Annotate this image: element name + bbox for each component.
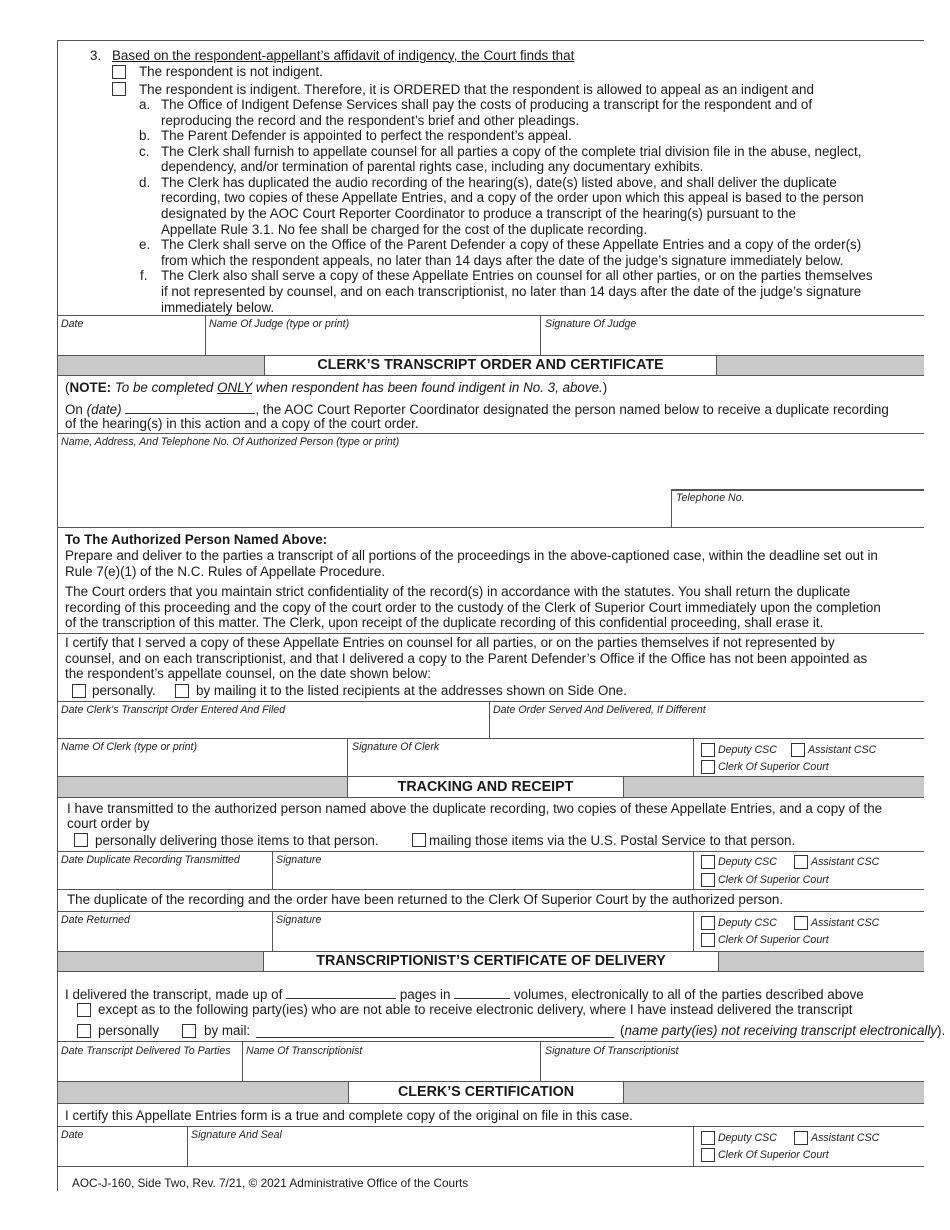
deputy-csc-checkbox[interactable] [701, 855, 715, 869]
deputy-csc-label: Deputy CSC [718, 856, 777, 868]
assistant-csc-label: Assistant CSC [811, 917, 880, 929]
volumes-text: volumes, electronically to all of the parties described above [513, 987, 864, 1002]
name-party-note: (name party(ies) not receiving transcript electronically). [620, 1023, 946, 1038]
telephone-field[interactable] [672, 504, 922, 525]
returned-text: The duplicate of the recording and the order have been returned to the Clerk Of Superior Court by the authorized person. [67, 892, 784, 907]
item-number: 3. [90, 48, 102, 63]
transcriptionist-header [58, 951, 924, 972]
transmitted-line-1: I have transmitted to the authorized person named above the duplicate recording, two copies of these Appellate Entries, and a copy of the [67, 801, 883, 816]
clerk-superior-court-label: Clerk Of Superior Court [718, 934, 829, 946]
served-by-mailing-checkbox[interactable] [175, 684, 189, 698]
court-orders-line-3: of the transcription of this matter. The Clerk, upon receipt of the duplicate recording of this confidential proceeding, shall erase it. [65, 615, 824, 630]
deputy-csc-label: Deputy CSC [718, 744, 777, 756]
personally-delivering-checkbox[interactable] [74, 833, 88, 847]
list-line: if not represented by counsel, and on each transcriptionist, no later than 14 days after the date of the judge’s signature [161, 283, 862, 299]
signature-seal-label: Signature And Seal [191, 1129, 282, 1141]
deputy-csc-label: Deputy CSC [718, 1132, 777, 1144]
item3-intro: Based on the respondent-appellant’s affidavit of indigency, the Court finds that [112, 48, 575, 63]
transmitted-signature-label: Signature [276, 854, 322, 866]
judge-date-field[interactable] [58, 331, 204, 353]
delivered-text: I delivered the transcript, made up of [65, 987, 283, 1002]
date-transmitted-field[interactable] [58, 867, 271, 888]
mail-parties-field[interactable] [256, 1023, 614, 1038]
list-line: The Office of Indigent Defense Services shall pay the costs of producing a transcript for the respondent and of [161, 97, 813, 112]
appellate-entries-form [57, 40, 946, 1191]
assistant-csc-label: Assistant CSC [811, 856, 880, 868]
signature-seal-field[interactable] [188, 1142, 692, 1164]
note-text: when respondent has been found indigent in No. 3, above. [252, 380, 603, 395]
transmitted-signature-field[interactable] [273, 867, 692, 888]
assistant-csc-checkbox[interactable] [791, 743, 805, 757]
judge-date-label: Date [61, 318, 84, 330]
clerks-certification-header [58, 1081, 924, 1104]
not-indigent-text: The respondent is not indigent. [139, 64, 323, 79]
certify-line-3: the respondent’s appellate counsel, on the date shown below: [65, 666, 432, 681]
list-line: recording, two copies of these Appellate Entries, and a copy of the order upon which this appeal is based to the person [161, 190, 864, 206]
indigent-text: The respondent is indigent. Therefore, it is ORDERED that the respondent is allowed to appeal as an indigent and [139, 82, 814, 97]
except-text: except as to the following party(ies) who are not able to receive electronic delivery, where I have instead delivered the transcript [98, 1002, 853, 1017]
mailing-checkbox[interactable] [412, 833, 426, 847]
date-returned-label: Date Returned [61, 914, 130, 926]
section-title: CLERK’S TRANSCRIPT ORDER AND CERTIFICATE [264, 356, 717, 375]
list-line: designated by the AOC Court Reporter Coordinator to produce a transcript of the hearing(s) pursuant to the [161, 205, 796, 221]
list-line: Appellate Rule 3.1. No fee shall be charged for the cost of the duplicate recording. [161, 221, 648, 237]
court-orders-line-2: recording of this proceeding and the copy of the court order to the custody of the Clerk of Superior Court immediately upon the completion [65, 600, 881, 615]
delivered-by-mail-checkbox[interactable] [182, 1024, 196, 1038]
section-title: CLERK’S CERTIFICATION [348, 1082, 624, 1103]
telephone-label: Telephone No. [676, 492, 745, 504]
designation-text: , the AOC Court Reporter Coordinator designated the person named below to receive a duplicate recording [255, 402, 889, 417]
list-line: dependency, and/or termination of parental rights case, including any documentary exhibits. [161, 159, 704, 175]
date-delivered-field[interactable] [58, 1058, 241, 1080]
cert-date-field[interactable] [58, 1142, 186, 1164]
deputy-csc-checkbox[interactable] [701, 743, 715, 757]
date-entered-label: Date Clerk’s Transcript Order Entered And Filed [61, 704, 286, 716]
cert-date-label: Date [61, 1129, 84, 1141]
designation-line-2: of the hearing(s) in this action and a copy of the court order. [65, 416, 419, 431]
note-label: NOTE: [69, 380, 112, 395]
pages-field[interactable] [286, 986, 396, 999]
date-hint: (date) [86, 402, 122, 417]
volumes-field[interactable] [454, 986, 510, 999]
authorized-person-heading: To The Authorized Person Named Above: [65, 532, 328, 547]
list-line: immediately below. [161, 299, 275, 315]
name-party-note-text: name party(ies) not receiving transcript electronically [624, 1023, 938, 1038]
judge-name-label: Name Of Judge (type or print) [209, 318, 350, 330]
judge-signature-label: Signature Of Judge [545, 318, 637, 330]
except-checkbox[interactable] [77, 1003, 91, 1017]
list-letter: b. [139, 128, 151, 143]
returned-signature-field[interactable] [273, 927, 692, 949]
list-line: reproducing the record and the respondent’s brief and other pleadings. [161, 112, 580, 128]
certify-line-1: I certify that I served a copy of these Appellate Entries on counsel for all parties, or on the parties themselves if not represented by [65, 635, 835, 650]
list-line: The Clerk has duplicated the audio recording of the hearing(s), date(s) listed above, and shall deliver the duplicate [161, 174, 837, 190]
authorized-person-field[interactable] [58, 449, 670, 525]
certification-text: I certify this Appellate Entries form is a true and complete copy of the original on file in this case. [65, 1108, 633, 1123]
delivered-personally-checkbox[interactable] [77, 1024, 91, 1038]
transcriptionist-name-label: Name Of Transcriptionist [246, 1045, 363, 1057]
prepare-line-2: Rule 7(e)(1) of the N.C. Rules of Appellate Procedure. [65, 564, 386, 579]
assistant-csc-label: Assistant CSC [808, 744, 877, 756]
clerk-superior-court-checkbox[interactable] [701, 1148, 715, 1162]
list-line: The Clerk shall furnish to appellate counsel for all parties a copy of the complete trial division file in the abuse, neglect, [161, 143, 862, 159]
deputy-csc-label: Deputy CSC [718, 917, 777, 929]
list-line: The Parent Defender is appointed to perfect the respondent’s appeal. [161, 128, 572, 143]
date-delivered-label: Date Transcript Delivered To Parties [61, 1045, 231, 1057]
transcript-note: (NOTE: To be completed ONLY when respondent has been found indigent in No. 3, above.) [65, 380, 608, 395]
transcriptionist-name-field[interactable] [243, 1058, 539, 1080]
indigent-checkbox[interactable] [112, 82, 126, 96]
clerk-signature-label: Signature Of Clerk [352, 741, 440, 753]
date-returned-field[interactable] [58, 927, 271, 949]
section-title: TRACKING AND RECEIPT [347, 777, 624, 797]
transcriptionist-signature-field[interactable] [541, 1058, 921, 1080]
tracking-header [58, 776, 924, 798]
on-text: On [65, 402, 83, 417]
assistant-csc-checkbox[interactable] [794, 1131, 808, 1145]
judge-signature-field[interactable] [541, 331, 921, 353]
clerk-superior-court-label: Clerk Of Superior Court [718, 874, 829, 886]
list-line: from which the respondent appeals, no later than 14 days after the date of the judge’s signature immediately below. [161, 252, 844, 268]
returned-signature-label: Signature [276, 914, 322, 926]
list-letter: a. [139, 97, 151, 112]
clerk-superior-court-checkbox[interactable] [701, 873, 715, 887]
deputy-csc-checkbox[interactable] [701, 1131, 715, 1145]
list-letter: f. [140, 268, 148, 284]
court-orders-line-1: The Court orders that you maintain strict confidentiality of the record(s) in accordance with the statutes. You shall return the duplicate [65, 584, 851, 599]
assistant-csc-label: Assistant CSC [811, 1132, 880, 1144]
judge-name-field[interactable] [206, 331, 539, 353]
prepare-line-1: Prepare and deliver to the parties a transcript of all portions of the proceedings in the above-captioned case, within the deadline set out in [65, 548, 878, 563]
date-transmitted-label: Date Duplicate Recording Transmitted [61, 854, 240, 866]
clerk-name-field[interactable] [58, 754, 346, 775]
clerk-signature-field[interactable] [348, 754, 692, 775]
delivered-line [65, 986, 864, 1003]
list-line: The Clerk shall serve on the Office of the Parent Defender a copy of these Appellate Entries and a copy of the order(s) [161, 237, 862, 253]
list-letter: c. [139, 143, 150, 159]
assistant-csc-checkbox[interactable] [794, 855, 808, 869]
clerk-superior-court-label: Clerk Of Superior Court [718, 1149, 829, 1161]
note-text: To be completed [114, 380, 218, 395]
not-indigent-checkbox[interactable] [112, 65, 126, 79]
served-personally-label: personally. [92, 683, 156, 698]
form-footer: AOC-J-160, Side Two, Rev. 7/21, © 2021 Administrative Office of the Courts [72, 1176, 469, 1190]
clerk-superior-court-label: Clerk Of Superior Court [718, 761, 829, 773]
mailing-label: mailing those items via the U.S. Postal Service to that person. [429, 833, 796, 848]
personally-delivering-label: personally delivering those items to that person. [95, 833, 379, 848]
clerk-superior-court-checkbox[interactable] [701, 933, 715, 947]
delivered-personally-label: personally [98, 1023, 160, 1038]
clerks-transcript-order-header [58, 355, 924, 376]
list-line: The Clerk also shall serve a copy of these Appellate Entries on counsel for all other parties, or on the parties themselves [161, 268, 873, 284]
certify-line-2: counsel, and on each transcriptionist, and that I delivered a copy to the Parent Defender’s Office if the Office has not been appointed as [65, 651, 868, 666]
clerk-name-label: Name Of Clerk (type or print) [61, 741, 197, 753]
transmitted-line-2: court order by [67, 816, 150, 831]
served-personally-checkbox[interactable] [72, 684, 86, 698]
list-letter: e. [139, 237, 151, 253]
section-title: TRANSCRIPTIONIST’S CERTIFICATE OF DELIVERY [263, 952, 719, 971]
served-by-mailing-label: by mailing it to the listed recipients at the addresses shown on Side One. [196, 683, 627, 698]
note-only: ONLY [217, 380, 253, 395]
date-served-field[interactable] [490, 717, 922, 737]
authorized-person-label: Name, Address, And Telephone No. Of Authorized Person (type or print) [61, 436, 400, 448]
transcriptionist-signature-label: Signature Of Transcriptionist [545, 1045, 679, 1057]
designation-date-field[interactable] [125, 401, 255, 414]
delivered-by-mail-label: by mail: [204, 1023, 251, 1038]
clerk-superior-court-checkbox[interactable] [701, 760, 715, 774]
pages-in-text: pages in [399, 987, 451, 1002]
date-entered-field[interactable] [58, 717, 488, 737]
date-served-label: Date Order Served And Delivered, If Different [493, 704, 706, 716]
assistant-csc-checkbox[interactable] [794, 916, 808, 930]
deputy-csc-checkbox[interactable] [701, 916, 715, 930]
list-letter: d. [139, 174, 151, 190]
